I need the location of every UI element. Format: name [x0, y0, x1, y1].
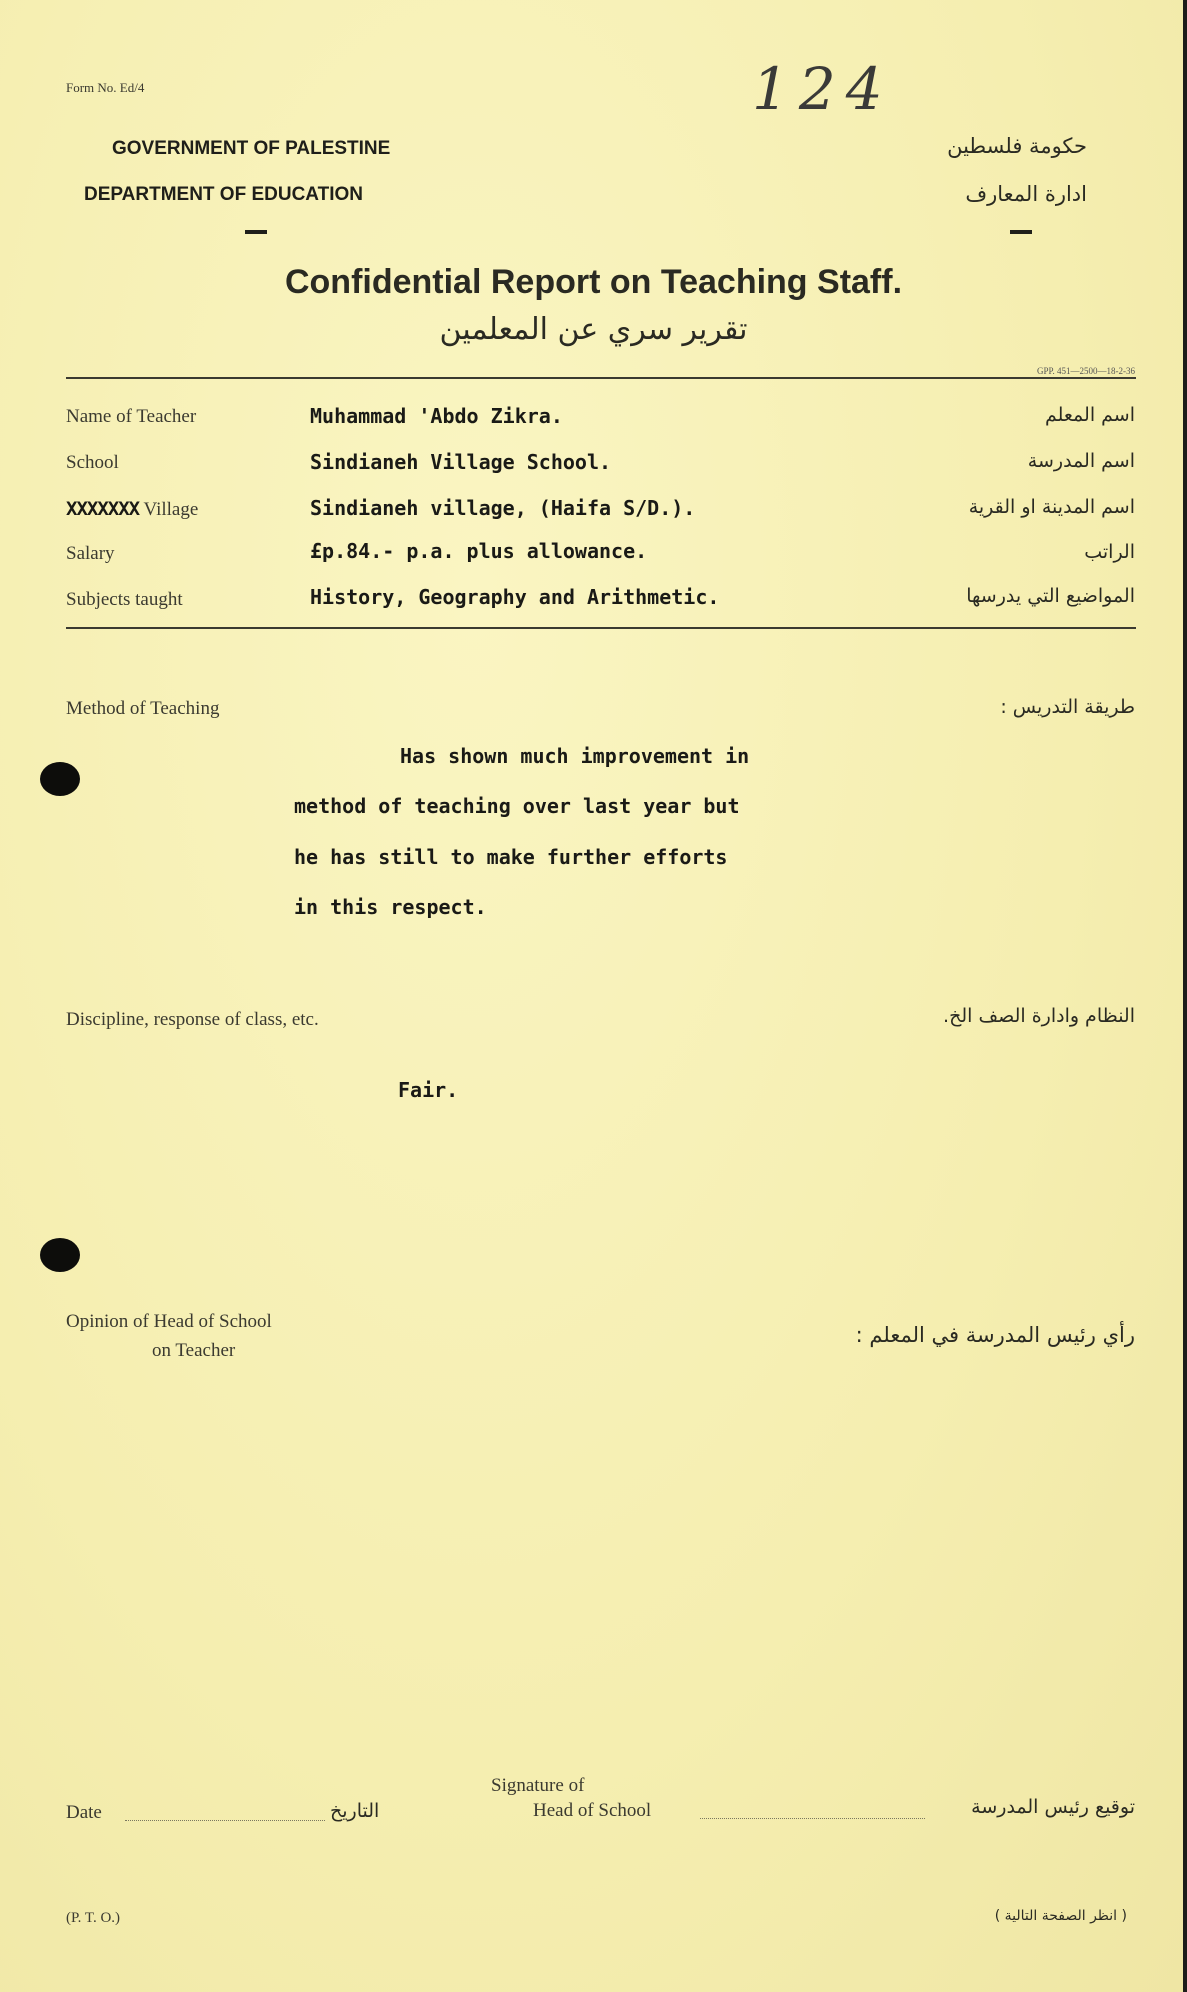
handwritten-page-number: 124	[752, 55, 893, 123]
label-signature-line-2: Head of School	[533, 1800, 652, 1821]
punch-hole-lower	[40, 1238, 80, 1272]
pto-note: (P. T. O.)	[66, 1910, 121, 1926]
report-title: Confidential Report on Teaching Staff.	[284, 263, 903, 301]
value-teacher-name: Muhammad 'Abdo Zikra.	[310, 404, 563, 428]
label-method: Method of Teaching	[66, 698, 220, 719]
method-line-2: method of teaching over last year but	[294, 794, 740, 818]
arabic-label-school: اسم المدرسة	[1027, 450, 1135, 472]
value-school: Sindianeh Village School.	[310, 450, 612, 474]
arabic-government-heading: حكومة فلسطين	[947, 134, 1087, 158]
header-dash-right	[1010, 230, 1032, 234]
value-subjects: History, Geography and Arithmetic.	[310, 585, 720, 609]
arabic-label-subjects: المواضيع التي يدرسها	[966, 585, 1135, 607]
arabic-report-title: تقرير سري عن المعلمين	[439, 312, 748, 347]
arabic-label-teacher: اسم المعلم	[1044, 404, 1135, 426]
arabic-label-signature: توقيع رئيس المدرسة	[971, 1796, 1135, 1818]
printer-code: GPP. 451—2500—18-2-36	[1036, 366, 1135, 376]
signature-line	[700, 1818, 925, 1819]
arabic-label-discipline: النظام وادارة الصف الخ.	[943, 1005, 1135, 1027]
label-opinion: Opinion of Head of School	[66, 1311, 272, 1332]
label-name-of-teacher: Name of Teacher	[66, 406, 197, 427]
date-line	[125, 1820, 325, 1821]
label-village	[66, 498, 198, 521]
label-opinion-line-2: on Teacher	[152, 1340, 236, 1361]
punch-hole-upper	[40, 762, 80, 796]
label-discipline: Discipline, response of class, etc.	[66, 1009, 319, 1030]
method-line-3: he has still to make further efforts	[294, 845, 728, 869]
department-heading: DEPARTMENT OF EDUCATION	[84, 184, 364, 205]
label-school: School	[66, 452, 119, 473]
discipline-value: Fair.	[398, 1078, 459, 1102]
arabic-label-village: اسم المدينة او القرية	[968, 496, 1135, 518]
label-village-text: Village	[143, 499, 199, 520]
form-number: Form No. Ed/4	[66, 80, 145, 95]
arabic-pto-note: ( انظر الصفحة التالية )	[994, 1908, 1127, 1924]
header-dash-left	[245, 230, 267, 234]
arabic-label-salary: الراتب	[1084, 541, 1135, 563]
method-line-4: in this respect.	[294, 895, 487, 919]
value-village: Sindianeh village, (Haifa S/D.).	[310, 496, 696, 520]
arabic-label-opinion: رأي رئيس المدرسة في المعلم :	[855, 1323, 1135, 1347]
top-rule	[66, 377, 1136, 379]
arabic-label-date: التاريخ	[330, 1800, 380, 1822]
government-heading: GOVERNMENT OF PALESTINE	[112, 138, 391, 159]
label-date: Date	[66, 1802, 102, 1823]
struck-out-word: XXXXXXX	[66, 498, 140, 520]
arabic-label-method: طريقة التدريس :	[1000, 696, 1135, 718]
value-salary: £p.84.- p.a. plus allowance.	[310, 539, 648, 563]
fields-bottom-rule	[66, 627, 1136, 629]
method-line-1: Has shown much improvement in	[400, 744, 750, 768]
arabic-department-heading: ادارة المعارف	[965, 182, 1087, 206]
label-salary: Salary	[66, 543, 115, 564]
label-subjects: Subjects taught	[66, 589, 183, 610]
label-signature-line-1: Signature of	[491, 1775, 585, 1796]
